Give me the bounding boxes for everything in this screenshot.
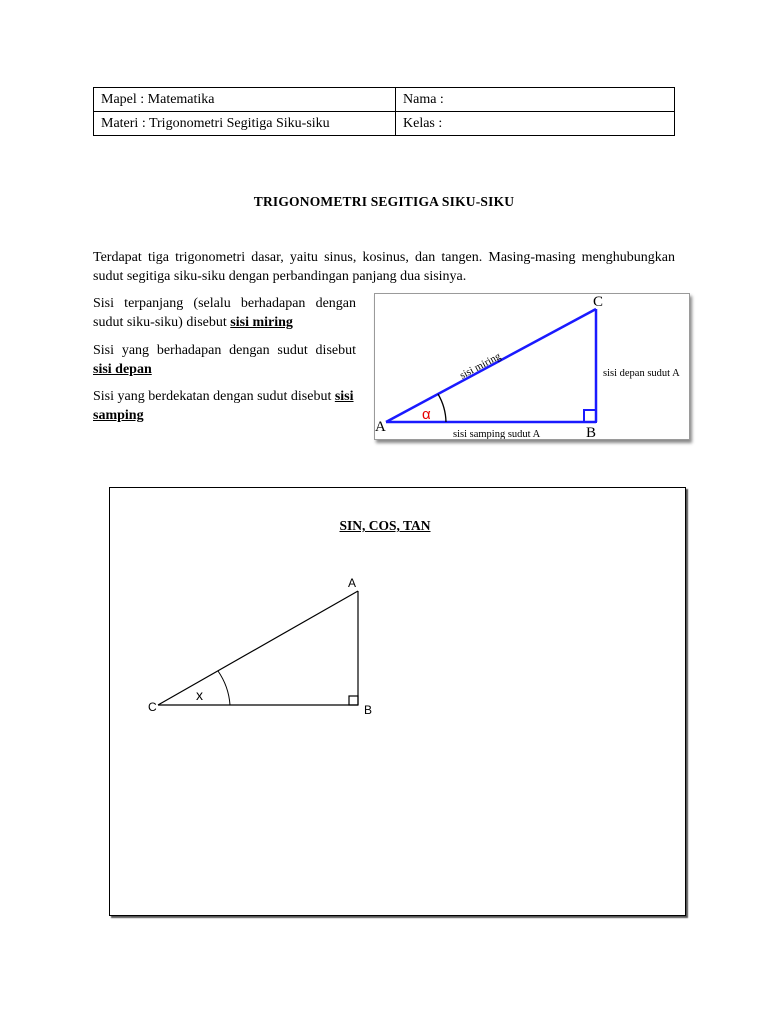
kelas-cell: Kelas : — [396, 112, 675, 136]
term-sisi-miring: sisi miring — [230, 315, 293, 330]
triangle-hypotenuse — [158, 591, 358, 705]
angle-x-label: x — [196, 687, 203, 703]
angle-arc — [438, 394, 446, 422]
definition-text: Sisi terpanjang (selalu berhadapan dengan sudut siku-siku) disebut — [93, 296, 356, 330]
definition-opposite — [93, 341, 356, 379]
header-table — [93, 87, 675, 136]
right-angle-marker — [584, 410, 596, 422]
nama-cell: Nama : — [396, 88, 675, 112]
vertex-b-label: B — [364, 703, 373, 717]
vertex-c-label: C — [593, 294, 604, 310]
definition-adjacent — [93, 387, 356, 425]
right-angle-marker — [349, 696, 358, 705]
intro-paragraph: Terdapat tiga trigonometri dasar, yaitu sinus, kosinus, dan tangen. Masing-masing menghubungkan sudut segitiga siku-siku dengan perbandingan panjang dua sisinya. — [93, 250, 675, 284]
triangle-diagram — [375, 294, 689, 439]
header-row — [94, 88, 675, 112]
mapel-cell: Mapel : Matematika — [94, 88, 396, 112]
hypotenuse-label: sisi miring — [458, 350, 503, 382]
box-title: SIN, COS, TAN — [339, 518, 431, 533]
header-row — [94, 112, 675, 136]
angle-arc — [218, 671, 230, 705]
vertex-c-label: C — [148, 700, 157, 714]
document-title: TRIGONOMETRI SEGITIGA SIKU-SIKU — [253, 194, 515, 209]
definition-hypotenuse — [93, 294, 356, 332]
sin-cos-tan-box — [109, 487, 686, 916]
triangle-figure — [374, 293, 690, 440]
adjacent-label: sisi samping sudut A — [453, 429, 541, 439]
vertex-a-label: A — [375, 419, 386, 435]
angle-alpha-label: α — [422, 406, 431, 423]
materi-cell: Materi : Trigonometri Segitiga Siku-siku — [94, 112, 396, 136]
triangle-diagram-2 — [110, 488, 685, 915]
term-sisi-samping: sisi samping — [93, 389, 354, 423]
opposite-label: sisi depan sudut A — [603, 368, 680, 379]
definition-text: Sisi yang berhadapan dengan sudut disebut — [93, 343, 356, 358]
term-sisi-depan: sisi depan — [93, 362, 152, 377]
vertex-a-label: A — [348, 576, 357, 590]
vertex-b-label: B — [586, 425, 597, 439]
definition-text: Sisi yang berdekatan dengan sudut disebut — [93, 389, 335, 404]
